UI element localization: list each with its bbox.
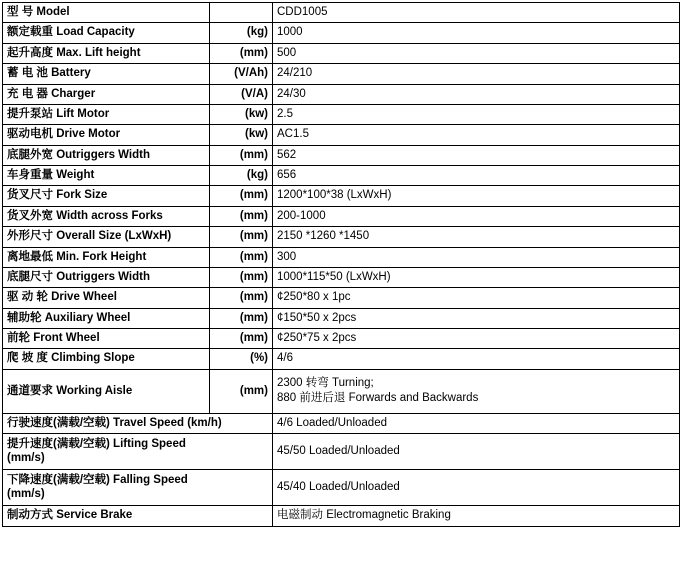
- row-value: 45/40 Loaded/Unloaded: [273, 470, 680, 506]
- specification-table: [2, 2, 680, 527]
- row-unit: [210, 3, 273, 23]
- row-value: 500: [273, 43, 680, 63]
- row-label: 底腿尺寸 Outriggers Width: [3, 267, 210, 287]
- row-label: 底腿外宽 Outriggers Width: [3, 145, 210, 165]
- table-row: [3, 308, 680, 328]
- row-label: 提升速度(满载/空载) Lifting Speed (mm/s): [3, 434, 273, 470]
- row-value: ¢250*80 x 1pc: [273, 288, 680, 308]
- row-label: 蓄 电 池 Battery: [3, 64, 210, 84]
- row-unit: (V/Ah): [210, 64, 273, 84]
- table-row: [3, 186, 680, 206]
- row-label: 起升高度 Max. Lift height: [3, 43, 210, 63]
- table-row: [3, 206, 680, 226]
- table-row: [3, 104, 680, 124]
- row-label: 通道要求 Working Aisle: [3, 369, 210, 413]
- row-label: 货叉外宽 Width across Forks: [3, 206, 210, 226]
- row-unit: (mm): [210, 247, 273, 267]
- table-row: [3, 166, 680, 186]
- table-row: [3, 125, 680, 145]
- table-row: [3, 3, 680, 23]
- row-label: 行驶速度(满载/空载) Travel Speed (km/h): [3, 413, 273, 433]
- row-label: 额定载重 Load Capacity: [3, 23, 210, 43]
- row-value: 562: [273, 145, 680, 165]
- row-unit: (mm): [210, 145, 273, 165]
- row-unit: (mm): [210, 227, 273, 247]
- row-value: 24/210: [273, 64, 680, 84]
- row-value: 1000*115*50 (LxWxH): [273, 267, 680, 287]
- row-value: AC1.5: [273, 125, 680, 145]
- row-value: 2150 *1260 *1450: [273, 227, 680, 247]
- table-row: [3, 288, 680, 308]
- row-label: 制动方式 Service Brake: [3, 506, 273, 526]
- row-label: 爬 坡 度 Climbing Slope: [3, 349, 210, 369]
- row-label: 前轮 Front Wheel: [3, 329, 210, 349]
- table-row: [3, 369, 680, 413]
- row-value: CDD1005: [273, 3, 680, 23]
- row-label: 驱动电机 Drive Motor: [3, 125, 210, 145]
- table-row: [3, 267, 680, 287]
- row-value: 电磁制动 Electromagnetic Braking: [273, 506, 680, 526]
- table-row: [3, 43, 680, 63]
- row-unit: (mm): [210, 186, 273, 206]
- row-value: 24/30: [273, 84, 680, 104]
- table-row: [3, 434, 680, 470]
- row-label: 下降速度(满载/空载) Falling Speed (mm/s): [3, 470, 273, 506]
- table-row: [3, 145, 680, 165]
- row-value: ¢250*75 x 2pcs: [273, 329, 680, 349]
- row-unit: (mm): [210, 288, 273, 308]
- table-row: [3, 23, 680, 43]
- row-label: 型 号 Model: [3, 3, 210, 23]
- row-value: 2.5: [273, 104, 680, 124]
- table-row: [3, 247, 680, 267]
- row-value: 4/6 Loaded/Unloaded: [273, 413, 680, 433]
- row-value: 1200*100*38 (LxWxH): [273, 186, 680, 206]
- row-unit: (mm): [210, 43, 273, 63]
- table-row: [3, 329, 680, 349]
- row-label: 充 电 器 Charger: [3, 84, 210, 104]
- row-value: ¢150*50 x 2pcs: [273, 308, 680, 328]
- row-value: 4/6: [273, 349, 680, 369]
- row-unit: (V/A): [210, 84, 273, 104]
- table-row: [3, 506, 680, 526]
- spec-sheet: [0, 2, 682, 567]
- row-label: 外形尺寸 Overall Size (LxWxH): [3, 227, 210, 247]
- row-value: 45/50 Loaded/Unloaded: [273, 434, 680, 470]
- row-value: 656: [273, 166, 680, 186]
- row-unit: (mm): [210, 206, 273, 226]
- row-unit: (mm): [210, 369, 273, 413]
- table-row: [3, 470, 680, 506]
- row-unit: (mm): [210, 329, 273, 349]
- row-unit: (kw): [210, 125, 273, 145]
- row-unit: (mm): [210, 267, 273, 287]
- table-body: [3, 3, 680, 527]
- table-row: [3, 349, 680, 369]
- row-value: 2300 转弯 Turning; 880 前进后退 Forwards and Backwards: [273, 369, 680, 413]
- row-value: 300: [273, 247, 680, 267]
- row-label: 辅助轮 Auxiliary Wheel: [3, 308, 210, 328]
- row-unit: (kw): [210, 104, 273, 124]
- row-unit: (mm): [210, 308, 273, 328]
- table-row: [3, 413, 680, 433]
- row-label: 离地最低 Min. Fork Height: [3, 247, 210, 267]
- table-row: [3, 227, 680, 247]
- row-label: 提升泵站 Lift Motor: [3, 104, 210, 124]
- row-value: 1000: [273, 23, 680, 43]
- row-unit: (kg): [210, 166, 273, 186]
- row-value: 200-1000: [273, 206, 680, 226]
- row-unit: (%): [210, 349, 273, 369]
- table-row: [3, 64, 680, 84]
- row-label: 货叉尺寸 Fork Size: [3, 186, 210, 206]
- row-unit: (kg): [210, 23, 273, 43]
- row-label: 驱 动 轮 Drive Wheel: [3, 288, 210, 308]
- row-label: 车身重量 Weight: [3, 166, 210, 186]
- table-row: [3, 84, 680, 104]
